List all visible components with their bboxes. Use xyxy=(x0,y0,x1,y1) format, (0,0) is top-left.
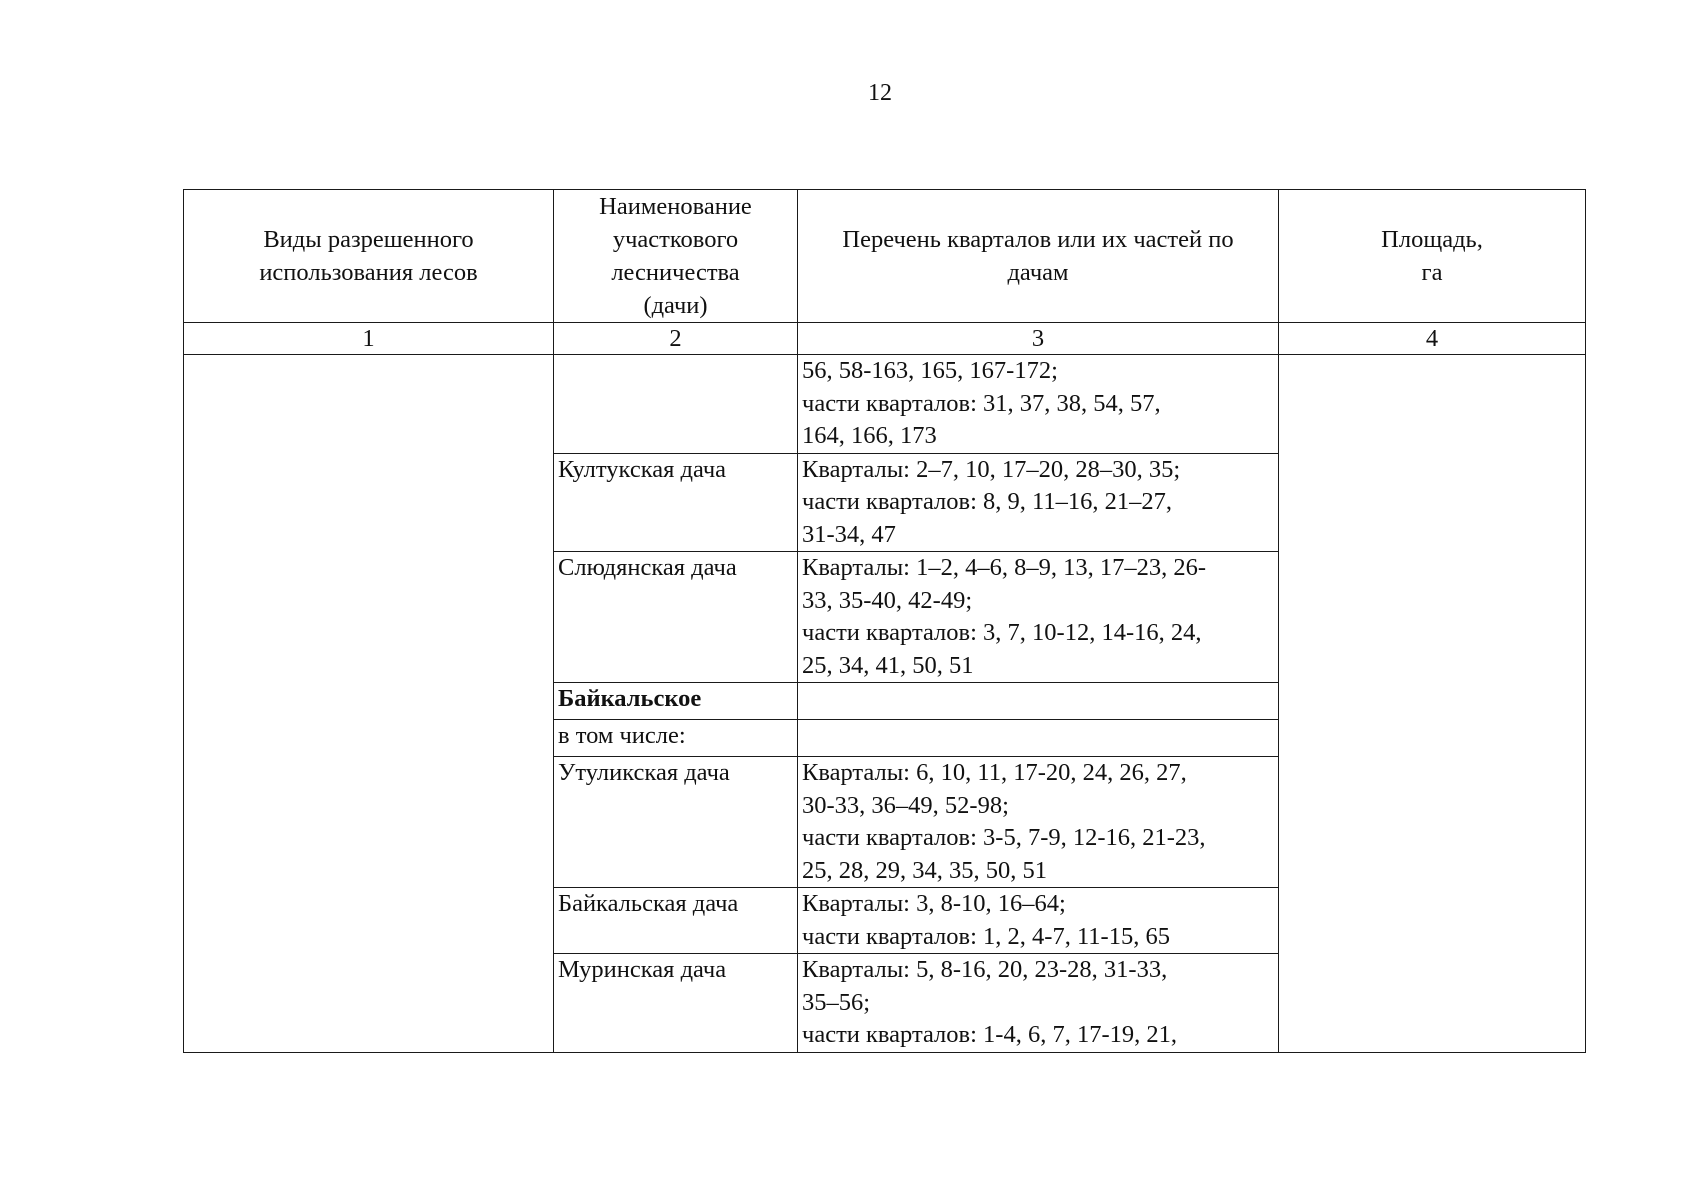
forestry-name-cell: Култукская дача xyxy=(554,453,798,552)
page-number: 12 xyxy=(868,80,892,106)
column-number: 3 xyxy=(798,323,1279,355)
forestry-name-cell: Утуликская дача xyxy=(554,757,798,888)
quarters-cell: 56, 58-163, 165, 167-172; части кварталов: 31, 37, 38, 54, 57, 164, 166, 173 xyxy=(798,355,1279,454)
table-row xyxy=(184,355,1586,454)
forestry-group-heading: Байкальское xyxy=(554,683,798,720)
use-type-cell xyxy=(184,355,554,1053)
column-number: 4 xyxy=(1279,323,1586,355)
quarters-cell: Кварталы: 5, 8-16, 20, 23-28, 31-33, 35–56; части кварталов: 1-4, 6, 7, 17-19, 21, xyxy=(798,954,1279,1053)
header-area: Площадь, га xyxy=(1279,190,1586,323)
area-cell xyxy=(1279,355,1586,1053)
quarters-cell: Кварталы: 1–2, 4–6, 8–9, 13, 17–23, 26- 33, 35-40, 42-49; части кварталов: 3, 7, 10-12, 14-16, 24, 25, 34, 41, 50, 51 xyxy=(798,552,1279,683)
quarters-cell xyxy=(798,683,1279,720)
forestry-name-cell: Муринская дача xyxy=(554,954,798,1053)
quarters-cell xyxy=(798,720,1279,757)
forestry-subheading: в том числе: xyxy=(554,720,798,757)
column-number-row xyxy=(184,323,1586,355)
forestry-name-cell: Слюдянская дача xyxy=(554,552,798,683)
column-number: 1 xyxy=(184,323,554,355)
header-use-type: Виды разрешенного использования лесов xyxy=(184,190,554,323)
column-number: 2 xyxy=(554,323,798,355)
header-quarters-list: Перечень кварталов или их частей по дачам xyxy=(798,190,1279,323)
forestry-name-cell xyxy=(554,355,798,454)
quarters-cell: Кварталы: 6, 10, 11, 17-20, 24, 26, 27, 30-33, 36–49, 52-98; части кварталов: 3-5, 7-9, 12-16, 21-23, 25, 28, 29, 34, 35, 50, 51 xyxy=(798,757,1279,888)
header-forestry-name: Наименование участкового лесничества (дачи) xyxy=(554,190,798,323)
forestry-name-cell: Байкальская дача xyxy=(554,888,798,954)
quarters-cell: Кварталы: 2–7, 10, 17–20, 28–30, 35; части кварталов: 8, 9, 11–16, 21–27, 31-34, 47 xyxy=(798,453,1279,552)
forest-use-table xyxy=(183,189,1586,1053)
quarters-cell: Кварталы: 3, 8-10, 16–64; части кварталов: 1, 2, 4-7, 11-15, 65 xyxy=(798,888,1279,954)
table-header-row xyxy=(184,190,1586,323)
